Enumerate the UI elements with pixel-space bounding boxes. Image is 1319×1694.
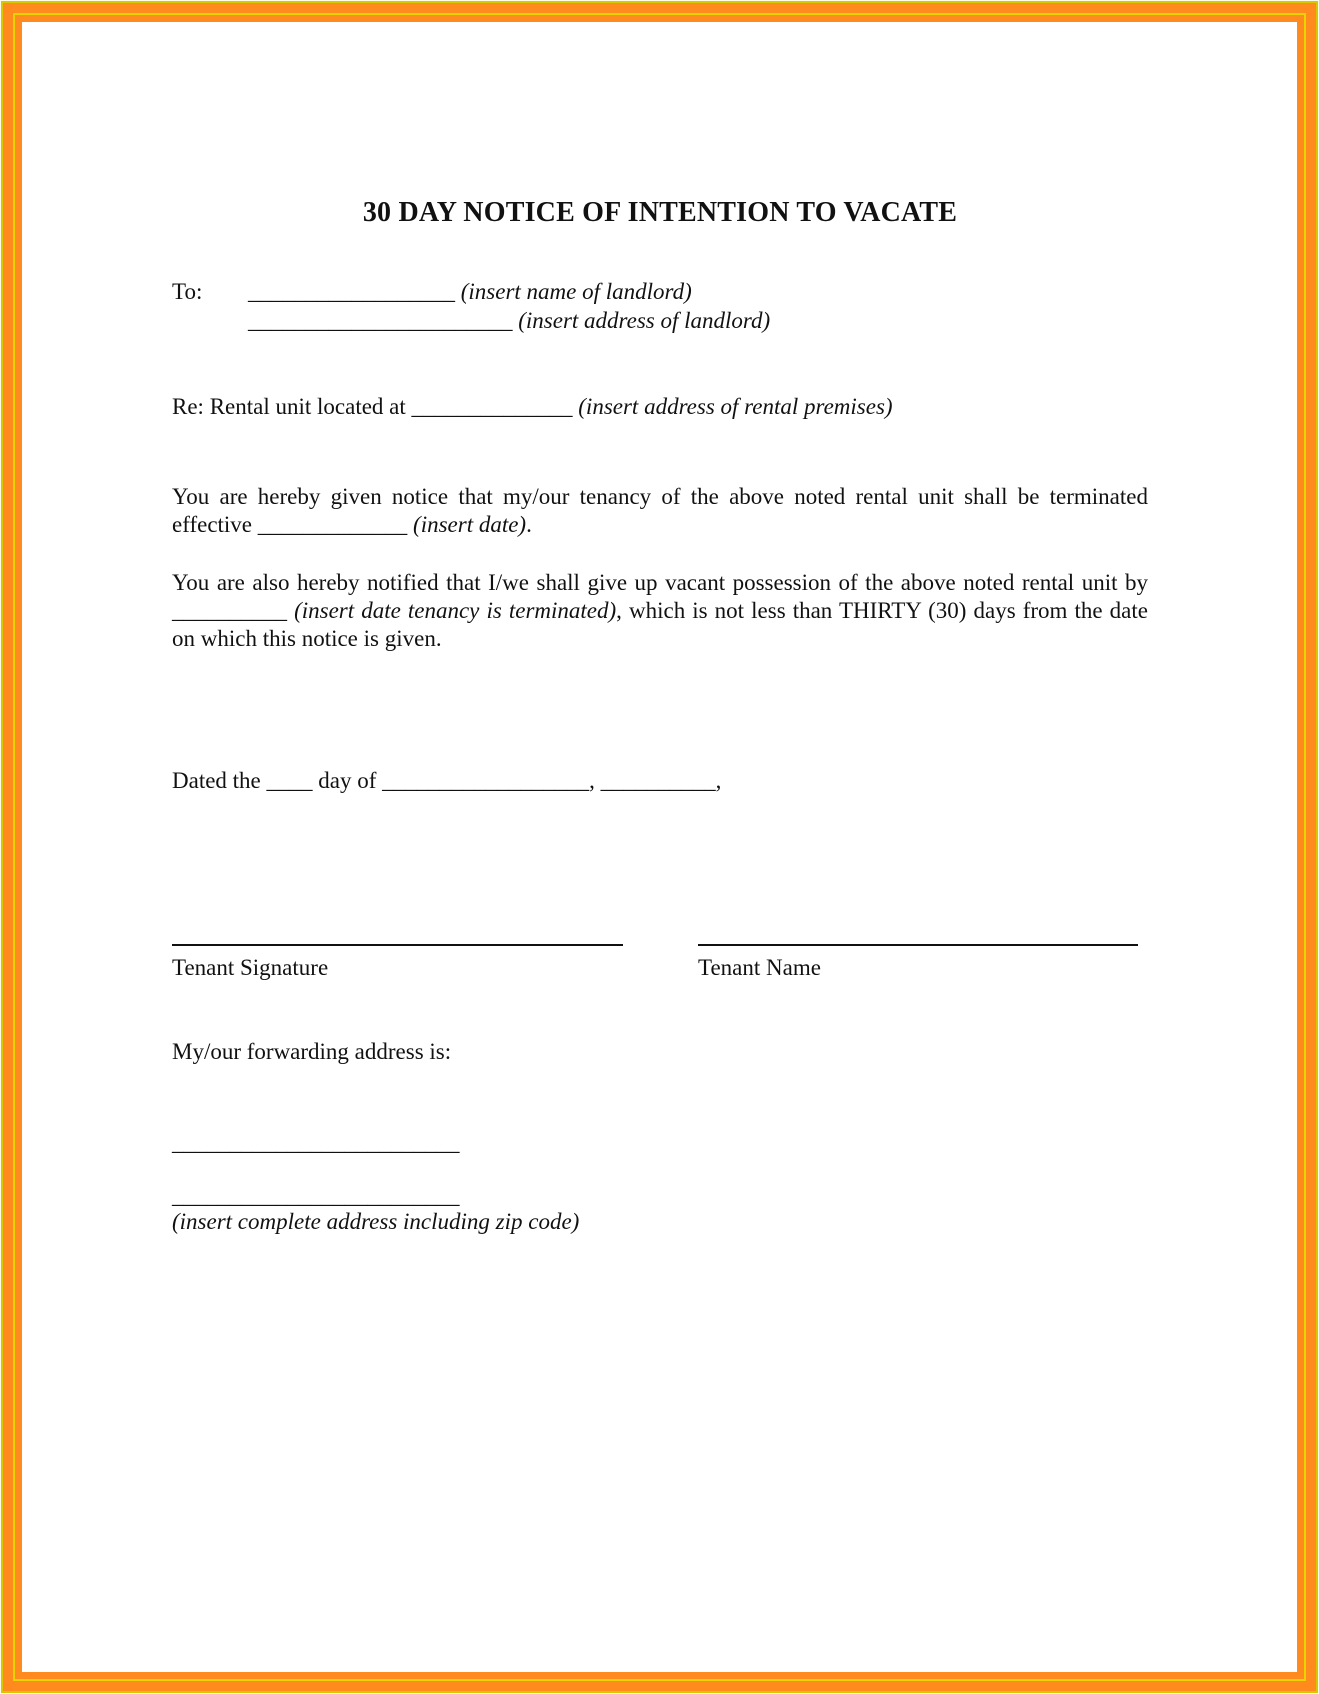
dated-sep: , <box>589 768 595 793</box>
landlord-name-hint: (insert name of landlord) <box>460 279 692 304</box>
re-prefix: Re: Rental unit located at <box>172 394 406 419</box>
landlord-address-hint: (insert address of landlord) <box>518 308 771 333</box>
landlord-address-blank[interactable]: _______________________ <box>248 308 513 333</box>
vacate-text-start: You are also hereby notified that I/we shall give up vacant possession of the above noted rental unit by <box>172 570 1148 595</box>
landlord-name-line[interactable] <box>248 278 692 306</box>
tenant-name-label: Tenant Name <box>698 955 821 980</box>
rental-address-hint: (insert address of rental premises) <box>578 394 893 419</box>
rental-address-blank[interactable]: ______________ <box>411 394 573 419</box>
landlord-address-line[interactable] <box>248 307 770 335</box>
to-label: To: <box>172 279 203 304</box>
forwarding-address-line-1[interactable]: _________________________ <box>172 1130 460 1155</box>
termination-date-blank[interactable]: _____________ <box>257 512 408 537</box>
termination-text: You are hereby given notice that my/our tenancy of the above noted rental unit shall be terminated effective <box>172 484 1148 537</box>
landlord-name-blank[interactable]: __________________ <box>248 279 455 304</box>
tenant-name-line[interactable] <box>698 944 1138 946</box>
forwarding-address-label: My/our forwarding address is: <box>172 1039 452 1064</box>
termination-date-hint: (insert date) <box>413 512 527 537</box>
dated-year-blank[interactable]: __________ <box>600 768 716 793</box>
document-title: 30 DAY NOTICE OF INTENTION TO VACATE <box>362 197 958 228</box>
re-line <box>172 393 893 421</box>
dated-line <box>172 767 721 795</box>
dated-prefix: Dated the <box>172 768 261 793</box>
tenant-signature-line[interactable] <box>172 944 623 946</box>
dated-day-blank[interactable]: ____ <box>266 768 313 793</box>
forwarding-address-hint: (insert complete address including zip code) <box>172 1209 580 1234</box>
tenant-signature-label: Tenant Signature <box>172 955 329 980</box>
vacate-date-hint: (insert date tenancy is terminated) <box>294 598 617 623</box>
dated-mid: day of <box>318 768 377 793</box>
forwarding-address-line-2[interactable]: _________________________ <box>172 1183 460 1208</box>
document-sheet <box>22 22 1297 1672</box>
dated-month-blank[interactable]: __________________ <box>382 768 590 793</box>
vacate-date-blank[interactable]: __________ <box>172 598 287 623</box>
termination-paragraph <box>172 483 1148 539</box>
vacate-paragraph <box>172 569 1148 653</box>
dated-end: , <box>715 768 722 793</box>
vacate-text-end: , which is not less than THIRTY (30) days from the date on which this notice is given. <box>172 598 1148 651</box>
termination-end: . <box>526 512 532 537</box>
